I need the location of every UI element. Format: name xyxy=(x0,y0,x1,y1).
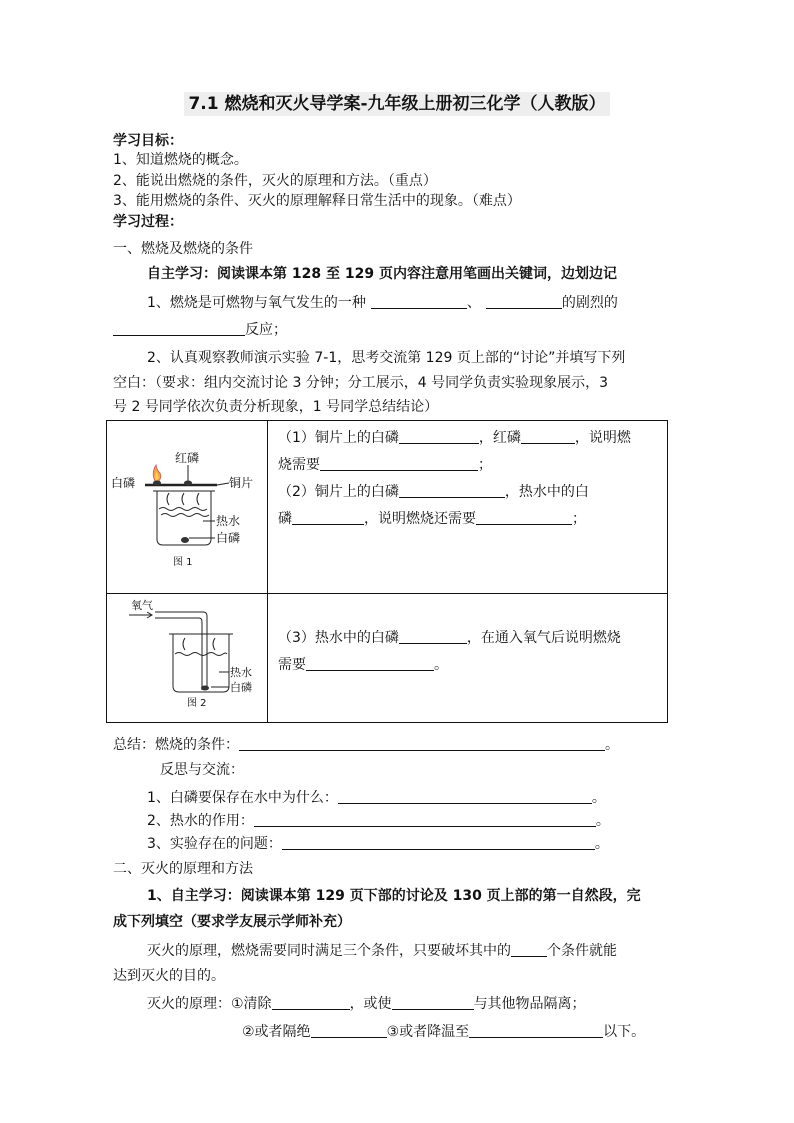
goal-item: 2、能说出燃烧的条件，灭火的原理和方法。（重点） xyxy=(113,173,437,189)
fill-blank[interactable] xyxy=(306,657,434,671)
row1-line1: （1）铜片上的白磷 ，红磷 ，说明燃 xyxy=(278,430,631,446)
question-1: 1、燃烧是可燃物与氧气发生的一种 、 的剧烈的 xyxy=(147,295,618,311)
question-1-cont: 反应； xyxy=(113,322,287,337)
goal-item: 3、能用燃烧的条件、灭火的原理解释日常生活中的现象。（难点） xyxy=(113,193,521,209)
process-heading: 学习过程： xyxy=(113,214,183,230)
principle-methods: ②或者隔绝 ③或者降温至 以下。 xyxy=(242,1024,646,1040)
principle-methods: 灭火的原理：①清除 ，或使 与其他物品隔离； xyxy=(147,996,586,1012)
label-oxygen: 氧气 xyxy=(131,599,153,612)
row2-line1: （3）热水中的白磷 ，在通入氧气后说明燃烧 xyxy=(278,630,621,646)
summary-line: 总结：燃烧的条件： 。 xyxy=(113,737,619,753)
fill-blank[interactable] xyxy=(486,295,562,309)
fill-blank[interactable] xyxy=(272,996,350,1010)
page-title: 7.1 燃烧和灭火导学案-九年级上册初三化学（人教版） xyxy=(0,96,794,113)
fill-blank[interactable] xyxy=(282,836,595,850)
section-heading: 二、灭火的原理和方法 xyxy=(113,861,253,877)
fill-blank[interactable] xyxy=(338,790,592,804)
fill-blank[interactable] xyxy=(399,630,467,644)
fill-blank[interactable] xyxy=(511,943,547,957)
fill-blank[interactable] xyxy=(292,511,364,525)
reflect-item: 1、白磷要保存在水中为什么： 。 xyxy=(147,790,606,806)
self-study-instruction: 自主学习：阅读课本第 128 至 129 页内容注意用笔画出关键词，边划边记 xyxy=(147,266,617,282)
label-hot-water: 热水 xyxy=(230,666,252,679)
fill-blank[interactable] xyxy=(399,430,479,444)
principle-line: 达到灭火的目的。 xyxy=(113,968,225,984)
label-red-phosphorus: 红磷 xyxy=(175,451,200,465)
fill-blank[interactable] xyxy=(311,1024,387,1038)
label-white-phosphorus: 白磷 xyxy=(230,681,252,694)
fill-blank[interactable] xyxy=(469,1024,603,1038)
row1-line2: 烧需要 ； xyxy=(278,457,492,473)
fill-blank[interactable] xyxy=(399,484,505,498)
reflect-heading: 反思与交流： xyxy=(160,762,244,778)
fill-blank[interactable] xyxy=(371,295,467,309)
question-2: 2、认真观察教师演示实验 7-1，思考交流第 129 页上部的“讨论”并填写下列 xyxy=(147,350,626,366)
figure-caption: 图 2 xyxy=(187,698,207,709)
label-hot-water: 热水 xyxy=(216,514,241,528)
question-2: 号 2 号同学依次负责分析现象，1 号同学总结结论） xyxy=(113,399,439,415)
section-heading: 一、燃烧及燃烧的条件 xyxy=(113,241,253,257)
question-2: 空白：（要求：组内交流讨论 3 分钟；分工展示，4 号同学负责实验现象展示，3 xyxy=(113,375,609,391)
figure-2-apparatus xyxy=(107,594,267,722)
row2-line2: 需要 。 xyxy=(278,657,448,673)
goal-item: 1、知道燃烧的概念。 xyxy=(113,152,248,168)
label-copper-sheet: 铜片 xyxy=(229,476,254,490)
row1-line4: 磷 ，说明燃烧还需要 ； xyxy=(278,511,586,527)
figure-caption: 图 1 xyxy=(173,557,193,568)
fill-blank[interactable] xyxy=(239,737,605,751)
fill-blank[interactable] xyxy=(476,511,572,525)
self-study-instruction: 成下列填空（要求学友展示学师补充） xyxy=(113,914,351,930)
figure-1-apparatus xyxy=(107,421,267,593)
principle-line: 灭火的原理，燃烧需要同时满足三个条件，只要破坏其中的 个条件就能 xyxy=(147,943,617,959)
fill-blank[interactable] xyxy=(113,322,245,336)
fill-blank[interactable] xyxy=(320,457,478,471)
fill-blank[interactable] xyxy=(521,430,575,444)
experiment-table xyxy=(106,420,668,723)
reflect-item: 2、热水的作用： 。 xyxy=(147,813,610,829)
label-white-phosphorus: 白磷 xyxy=(216,531,241,545)
fill-blank[interactable] xyxy=(392,996,474,1010)
row1-line3: （2）铜片上的白磷 ，热水中的白 xyxy=(278,484,589,500)
label-white-phosphorus: 白磷 xyxy=(111,476,136,490)
self-study-instruction: 1、自主学习：阅读课本第 129 页下部的讨论及 130 页上部的第一自然段，完 xyxy=(147,888,641,904)
fill-blank[interactable] xyxy=(254,813,596,827)
goals-heading: 学习目标： xyxy=(113,133,183,149)
reflect-item: 3、实验存在的问题： 。 xyxy=(147,836,609,852)
